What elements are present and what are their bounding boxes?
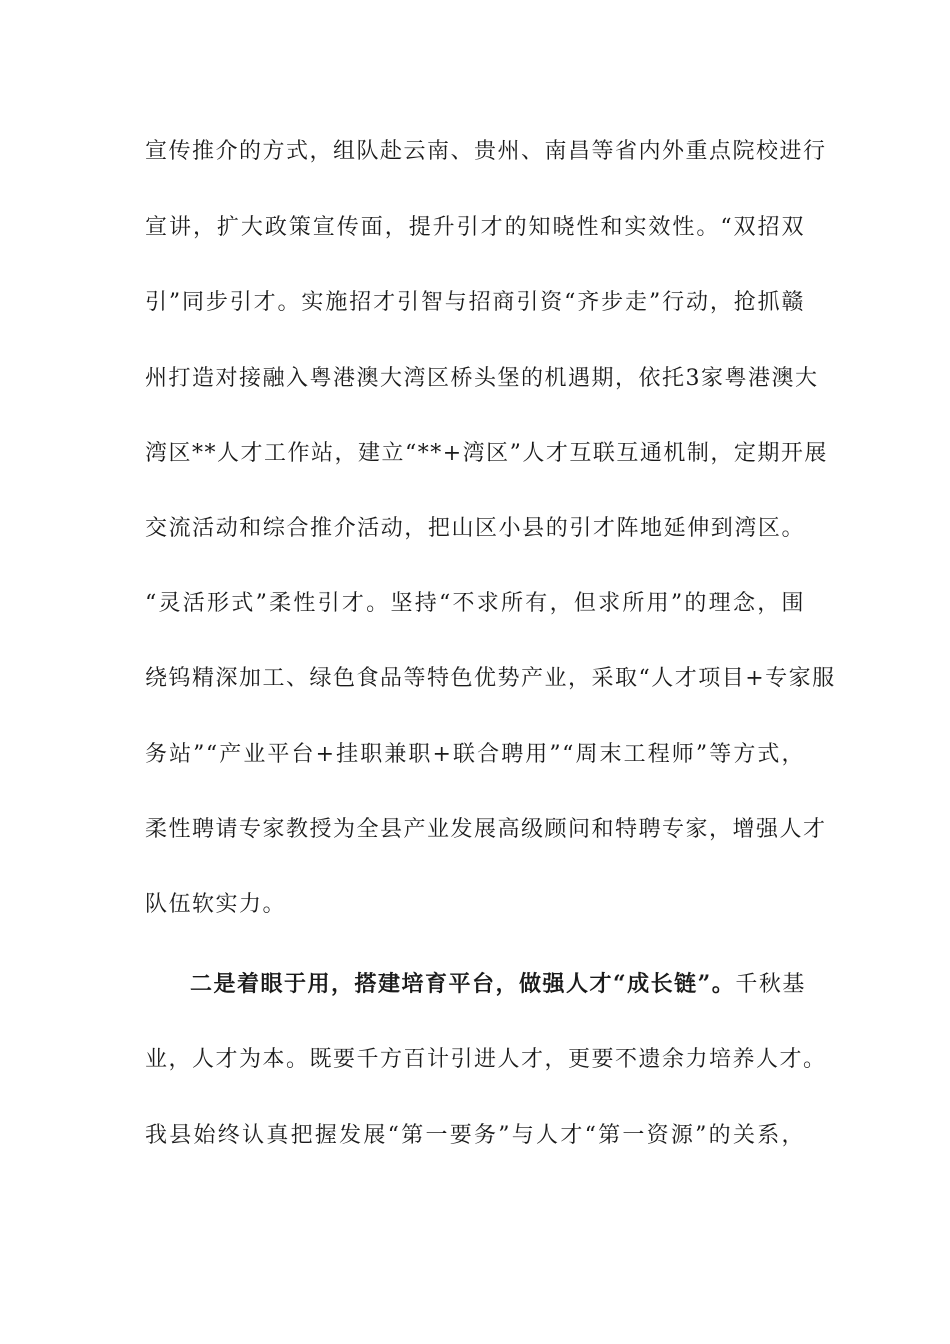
paragraph-heading-tail: 千秋基 (735, 972, 806, 997)
text-line-10: 柔性聘请专家教授为全县产业发展高级顾问和特聘专家，增强人才 (145, 817, 827, 842)
paragraph-heading: 二是着眼于用，搭建培育平台，做强人才“成长链”。 (190, 971, 736, 997)
text-line-13: 我县始终认真把握发展“第一要务”与人才“第一资源”的关系， (145, 1123, 805, 1148)
text-line-1: 宣传推介的方式，组队赴云南、贵州、南昌等省内外重点院校进行 (145, 139, 827, 164)
text-line-3: 引”同步引才。实施招才引智与招商引资“齐步走”行动，抢抓赣 (145, 290, 805, 315)
text-line-9: 务站”“产业平台+挂职兼职+联合聘用”“周末工程师”等方式， (145, 742, 805, 767)
text-line-7: “灵活形式”柔性引才。坚持“不求所有，但求所用”的理念，围 (145, 591, 805, 616)
text-line-2: 宣讲，扩大政策宣传面，提升引才的知晓性和实效性。“双招双 (145, 215, 805, 240)
text-line-8: 绕钨精深加工、绿色食品等特色优势产业，采取“人才项目+专家服 (145, 666, 836, 691)
text-line-5: 湾区**人才工作站，建立“**+湾区”人才互联互通机制，定期开展 (145, 441, 828, 466)
text-line-11: 队伍软实力。 (145, 892, 287, 917)
text-line-6: 交流活动和综合推介活动，把山区小县的引才阵地延伸到湾区。 (145, 516, 805, 541)
paragraph-heading-line (190, 969, 805, 1000)
text-line-4: 州打造对接融入粤港澳大湾区桥头堡的机遇期，依托3家粤港澳大 (145, 366, 819, 391)
text-line-12: 业，人才为本。既要千方百计引进人才，更要不遗余力培养人才。 (145, 1047, 827, 1072)
